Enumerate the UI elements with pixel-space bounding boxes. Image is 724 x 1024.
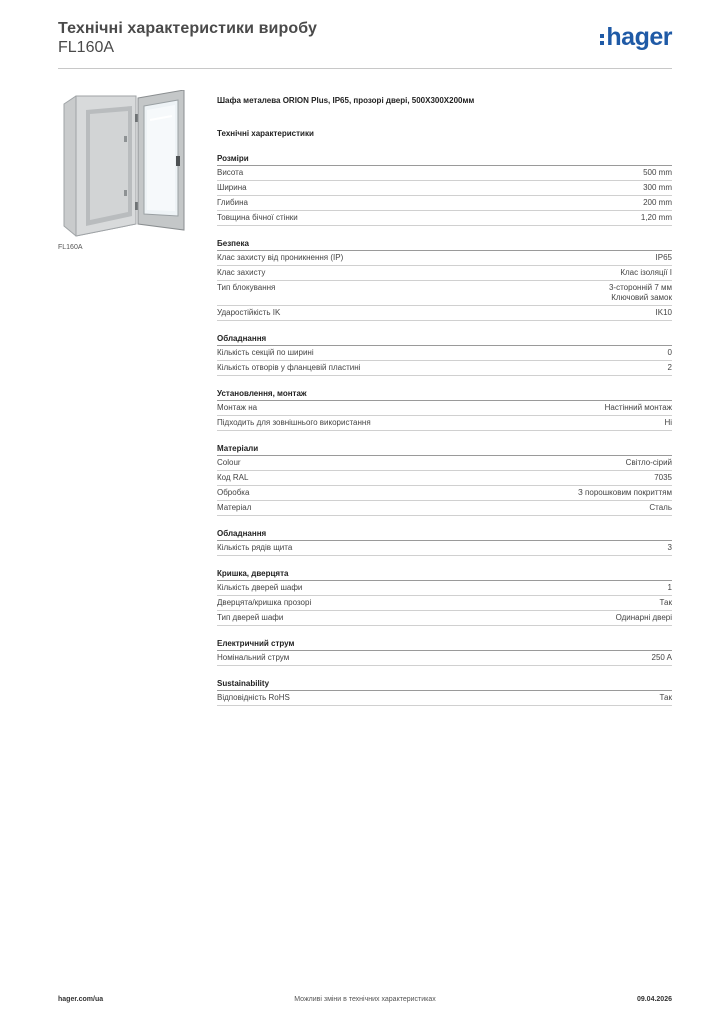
spec-row xyxy=(217,486,672,501)
spec-label: Глибина xyxy=(217,198,248,207)
spec-row xyxy=(217,346,672,361)
logo-text: hager xyxy=(606,23,672,51)
section-title: Обладнання xyxy=(217,334,672,346)
spec-label: Матеріал xyxy=(217,503,252,512)
spec-row xyxy=(217,401,672,416)
footer-website: hager.com/ua xyxy=(58,996,104,1003)
spec-row xyxy=(217,266,672,281)
spec-row xyxy=(217,361,672,376)
section-title: Розміри xyxy=(217,154,672,166)
spec-value: 250 A xyxy=(651,653,672,662)
spec-row xyxy=(217,651,672,666)
spec-value: Так xyxy=(659,598,672,607)
spec-label: Colour xyxy=(217,458,241,467)
spec-label: Кількість секцій по ширині xyxy=(217,348,314,357)
spec-label: Підходить для зовнішнього використання xyxy=(217,418,371,427)
spec-section xyxy=(217,569,672,626)
spec-value: 500 mm xyxy=(643,168,672,177)
spec-row xyxy=(217,196,672,211)
spec-label: Код RAL xyxy=(217,473,249,482)
header-divider xyxy=(58,68,672,69)
spec-sections xyxy=(217,154,672,706)
spec-row xyxy=(217,281,672,306)
spec-value: IK10 xyxy=(655,308,672,317)
spec-value: 1,20 mm xyxy=(640,213,672,222)
spec-value: 2 xyxy=(667,363,672,372)
spec-label: Відповідність RoHS xyxy=(217,693,290,702)
spec-section xyxy=(217,334,672,376)
spec-row xyxy=(217,541,672,556)
product-code: FL160A xyxy=(58,39,115,56)
spec-value: Так xyxy=(659,693,672,702)
section-title: Sustainability xyxy=(217,679,672,691)
spec-row xyxy=(217,166,672,181)
spec-section xyxy=(217,389,672,431)
spec-value: Настінний монтаж xyxy=(604,403,672,412)
spec-label: Висота xyxy=(217,168,244,177)
product-description: Шафа металева ORION Plus, IP65, прозорі двері, 500X300X200мм xyxy=(217,96,475,105)
spec-section xyxy=(217,639,672,666)
spec-label: Тип дверей шафи xyxy=(217,613,284,622)
spec-value: Клас ізоляції I xyxy=(620,268,672,277)
spec-label: Кількість рядів щита xyxy=(217,543,293,552)
specs-heading: Технічні характеристики xyxy=(217,129,314,138)
footer-note: Можливі зміни в технічних характеристиках xyxy=(294,996,436,1003)
spec-value: 0 xyxy=(667,348,672,357)
spec-section xyxy=(217,444,672,516)
spec-section xyxy=(217,679,672,706)
footer-date: 09.04.2026 xyxy=(636,996,672,1003)
spec-section xyxy=(217,239,672,321)
spec-value: Світло-сірий xyxy=(625,458,672,467)
page-header xyxy=(58,20,672,70)
spec-label: Кількість дверей шафи xyxy=(217,583,303,592)
spec-label: Клас захисту xyxy=(217,268,266,277)
logo-dots-icon xyxy=(600,34,604,45)
spec-section xyxy=(217,529,672,556)
hager-logo xyxy=(600,24,672,50)
spec-label: Монтаж на xyxy=(217,403,258,412)
spec-value: З порошковим покриттям xyxy=(578,488,672,497)
spec-value: 200 mm xyxy=(643,198,672,207)
section-title: Електричний струм xyxy=(217,639,672,651)
spec-label: Кількість отворів у фланцевій пластині xyxy=(217,363,361,372)
cabinet-icon xyxy=(58,90,192,238)
spec-value: 1 xyxy=(667,583,672,592)
spec-section xyxy=(217,154,672,226)
page-title: Технічні характеристики виробу xyxy=(58,20,317,37)
spec-value: 300 mm xyxy=(643,183,672,192)
spec-row xyxy=(217,211,672,226)
spec-value: IP65 xyxy=(655,253,672,262)
spec-label: Тип блокування xyxy=(217,283,276,292)
image-caption: FL160A xyxy=(58,244,83,251)
spec-label: Обробка xyxy=(217,488,250,497)
spec-label: Ударостійкість IK xyxy=(217,308,281,317)
spec-row xyxy=(217,596,672,611)
spec-value: Сталь xyxy=(649,503,672,512)
spec-row xyxy=(217,611,672,626)
spec-label: Номінальний струм xyxy=(217,653,290,662)
spec-row xyxy=(217,456,672,471)
spec-value: 3 xyxy=(667,543,672,552)
spec-label: Дверцята/кришка прозорі xyxy=(217,598,312,607)
section-title: Кришка, дверцята xyxy=(217,569,672,581)
spec-label: Товщина бічної стінки xyxy=(217,213,298,222)
spec-row xyxy=(217,251,672,266)
spec-value: 3-сторонній 7 мм Ключовий замок xyxy=(608,283,672,302)
spec-value: Ні xyxy=(664,418,672,427)
spec-label: Ширина xyxy=(217,183,247,192)
spec-row xyxy=(217,471,672,486)
spec-row xyxy=(217,416,672,431)
spec-row xyxy=(217,691,672,706)
spec-value: Одинарні двері xyxy=(615,613,672,622)
spec-row xyxy=(217,581,672,596)
section-title: Установлення, монтаж xyxy=(217,389,672,401)
section-title: Обладнання xyxy=(217,529,672,541)
spec-row xyxy=(217,181,672,196)
section-title: Безпека xyxy=(217,239,672,251)
section-title: Матеріали xyxy=(217,444,672,456)
spec-value: 7035 xyxy=(654,473,672,482)
spec-row xyxy=(217,501,672,516)
spec-label: Клас захисту від проникнення (IP) xyxy=(217,253,344,262)
spec-content xyxy=(217,96,672,706)
spec-row xyxy=(217,306,672,321)
